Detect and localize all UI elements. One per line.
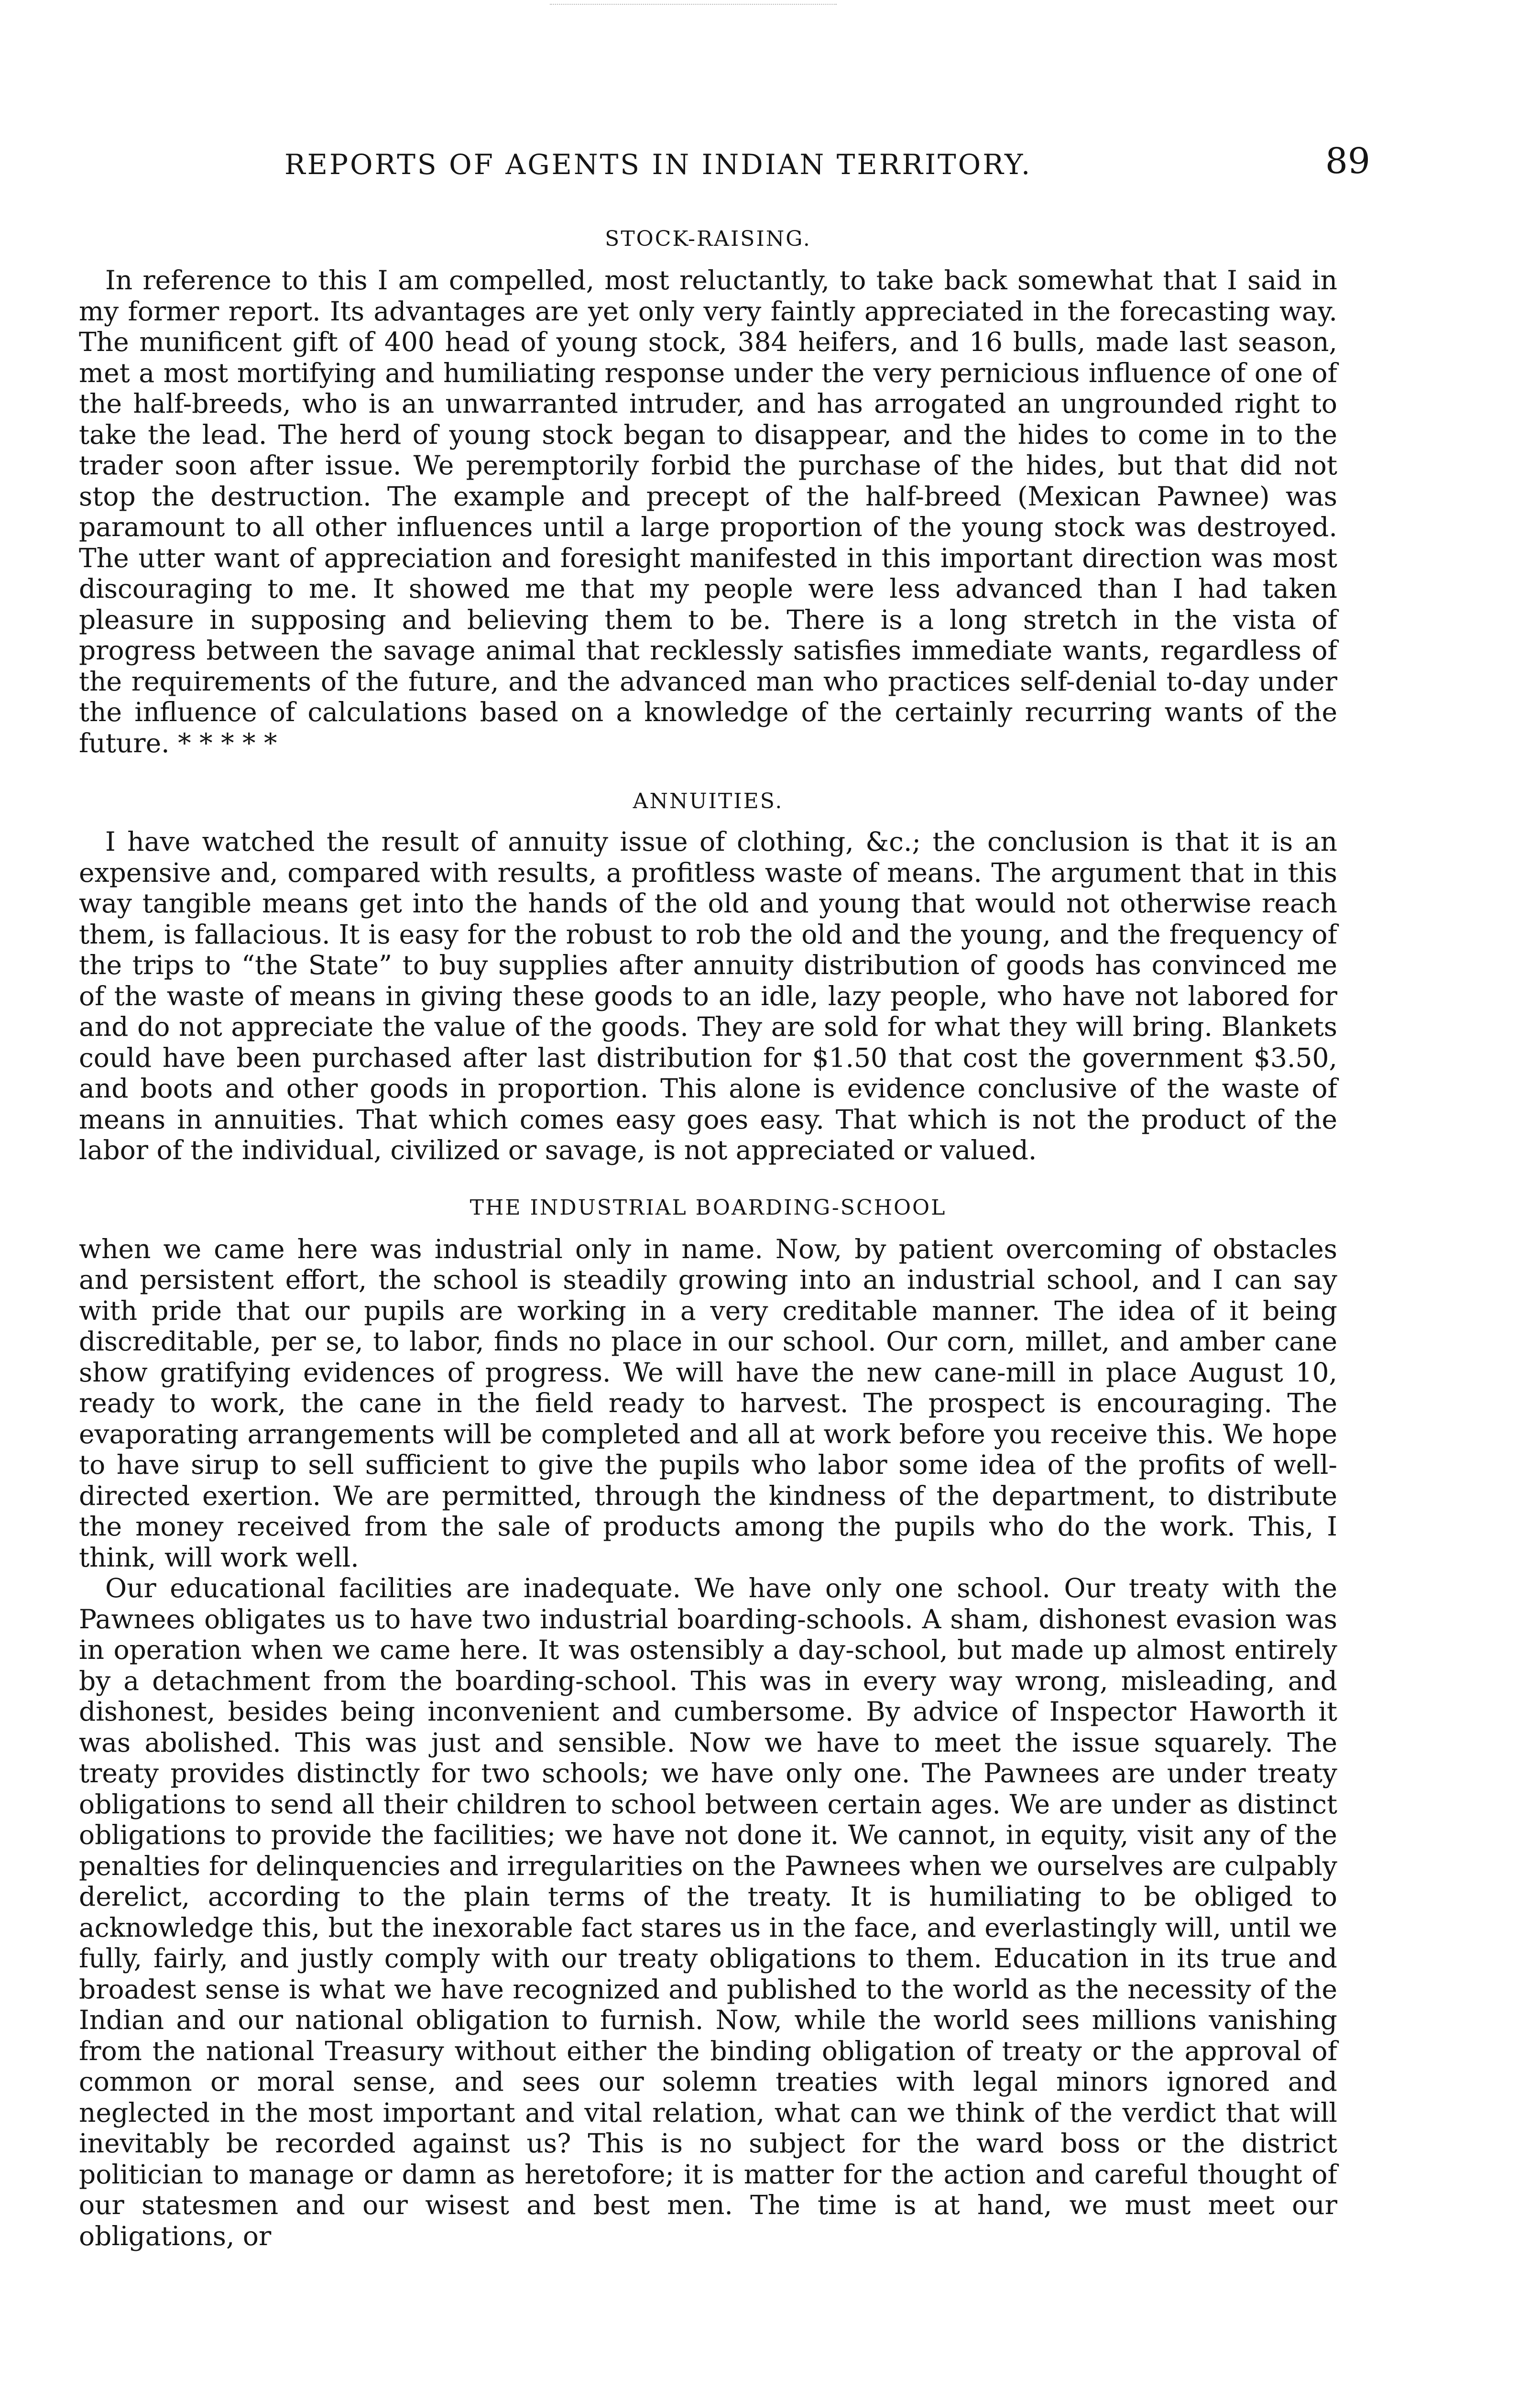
paragraph-boarding-school-1: when we came here was industrial only in name. Now, by patient overcoming of obstacles and persistent effort, the school is steadily growing into an industrial school, and I can say with pride that our pupils are working in a very creditable manner. The idea of it being discreditable, per se, to labor, finds no place in our school. Our corn, millet, and amber cane show gratifying evidences of progress. We will have the new cane-mill in place August 10, ready to work, the cane in the field ready to harvest. The prospect is encouraging. The evaporating arrangements will be completed and all at work before you receive this. We hope to have sirup to sell sufficient to give the pupils who labor some idea of the profits of well-directed exertion. We are permitted, through the kindness of the department, to distribute the money received from the sale of products among the pupils who do the work. This, I think, will work well.	[79, 1233, 1337, 1573]
scan-artifact	[550, 4, 837, 10]
paragraph-boarding-school-2: Our educational facilities are inadequate. We have only one school. Our treaty with the Pawnees obligates us to have two industrial boarding-schools. A sham, dishonest evasion was in operation when we came here. It was ostensibly a day-school, but made up almost entirely by a detachment from the boarding-school. This was in every way wrong, misleading, and dishonest, besides being inconvenient and cumbersome. By advice of Inspector Haworth it was abolished. This was just and sensible. Now we have to meet the issue squarely. The treaty provides distinctly for two schools; we have only one. The Pawnees are under treaty obligations to send all their children to school between certain ages. We are under as distinct obligations to provide the facilities; we have not done it. We cannot, in equity, visit any of the penalties for delinquencies and irregularities on the Pawnees when we ourselves are culpably derelict, according to the plain terms of the treaty. It is humiliating to be obliged to acknowledge this, but the inexorable fact stares us in the face, and everlastingly will, until we fully, fairly, and justly comply with our treaty obligations to them. Education in its true and broadest sense is what we have recognized and published to the world as the necessity of the Indian and our national obligation to furnish. Now, while the world sees millions vanishing from the national Treasury without either the binding obligation of treaty or the approval of common or moral sense, and sees our solemn treaties with legal minors ignored and neglected in the most important and vital relation, what can we think of the verdict that will inevitably be recorded against us? This is no subject for the ward boss or the district politician to manage or damn as heretofore; it is matter for the action and careful thought of our statesmen and our wisest and best men. The time is at hand, we must meet our obligations, or	[79, 1573, 1337, 2251]
section-heading-stock-raising: STOCK-RAISING.	[605, 227, 811, 251]
page-number: 89	[1325, 141, 1370, 182]
running-head: REPORTS OF AGENTS IN INDIAN TERRITORY.	[284, 148, 1032, 181]
page-header	[79, 143, 1370, 186]
paragraph-annuities: I have watched the result of annuity issue of clothing, &c.; the conclusion is that it is an expensive and, compared with results, a profitless waste of means. The argument that in this way tangible means get into the hands of the old and young that would not otherwise reach them, is fallacious. It is easy for the robust to rob the old and the young, and the frequency of the trips to “the State” to buy supplies after annuity distribution of goods has convinced me of the waste of means in giving these goods to an idle, lazy people, who have not labored for and do not appreciate the value of the goods. They are sold for what they will bring. Blankets could have been purchased after last distribution for $1.50 that cost the government $3.50, and boots and other goods in proportion. This alone is evidence conclusive of the waste of means in annuities. That which comes easy goes easy. That which is not the product of the labor of the individual, civilized or savage, is not appreciated or valued.	[79, 826, 1337, 1165]
section-heading-annuities: ANNUITIES.	[633, 789, 784, 813]
body-text	[79, 225, 1337, 2251]
section-heading-industrial-boarding-school: THE INDUSTRIAL BOARDING-SCHOOL	[470, 1195, 947, 1220]
paragraph-stock-raising: In reference to this I am compelled, most reluctantly, to take back somewhat that I said in my former report. Its advantages are yet only very faintly appreciated in the forecasting way. The munificent gift of 400 head of young stock, 384 heifers, and 16 bulls, made last season, met a most mortifying and humiliating response under the very pernicious influence of one of the half-breeds, who is an unwarranted intruder, and has arrogated an ungrounded right to take the lead. The herd of young stock began to disappear, and the hides to come in to the trader soon after issue. We peremptorily forbid the purchase of the hides, but that did not stop the destruction. The example and precept of the half-breed (Mexican Pawnee) was paramount to all other influences until a large proportion of the young stock was destroyed. The utter want of appreciation and foresight manifested in this important direction was most discouraging to me. It showed me that my people were less advanced than I had taken pleasure in supposing and believing them to be. There is a long stretch in the vista of progress between the savage animal that recklessly satisfies immediate wants, regardless of the requirements of the future, and the advanced man who practices self-denial to-day under the influence of calculations based on a knowledge of the certainly recurring wants of the future. * * * * *	[79, 265, 1337, 758]
